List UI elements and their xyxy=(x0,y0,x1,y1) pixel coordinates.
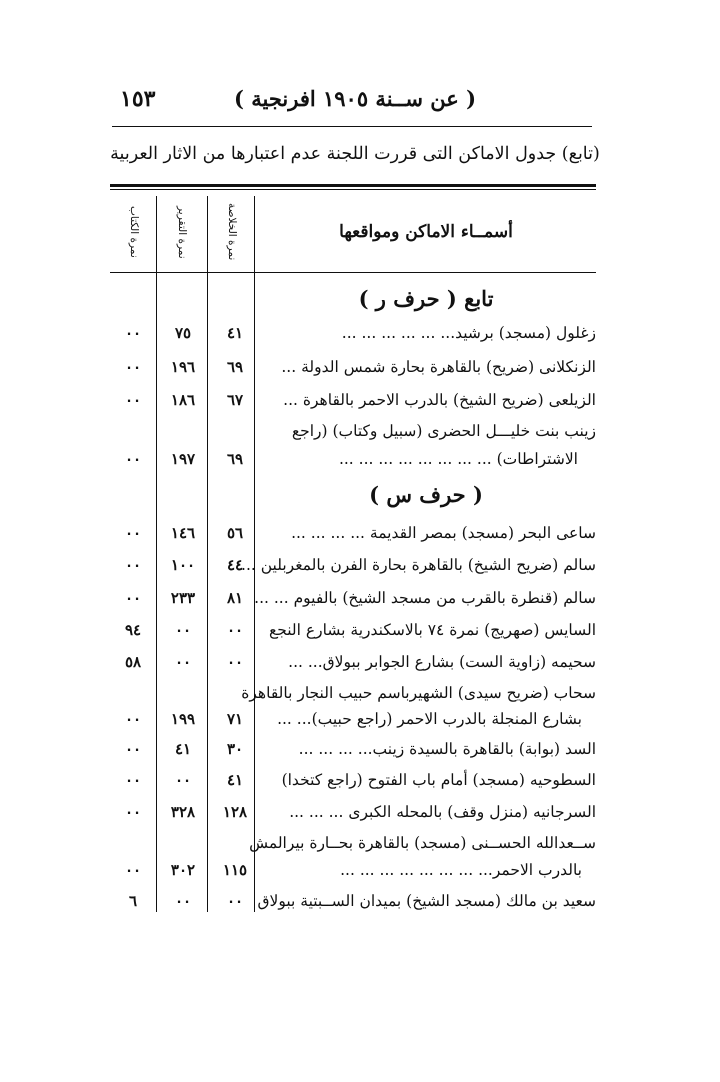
place-name: السطوحيه (مسجد) أمام باب الفتوح (راجع كتخدا) xyxy=(281,771,596,789)
value-b: ٢٣٣ xyxy=(170,589,196,607)
place-name: السايس (صهريج) نمرة ٧٤ بالاسكندرية بشارع النجع xyxy=(269,621,596,639)
value-a: ٤٤ xyxy=(226,556,244,574)
value-c: ٠٠ xyxy=(124,803,142,821)
place-name: السد (بوابة) بالقاهرة بالسيدة زينب... ... ... ... xyxy=(298,740,596,758)
value-c: ٩٤ xyxy=(124,621,142,639)
value-c: ٠٠ xyxy=(124,391,142,409)
value-c: ٠٠ xyxy=(124,861,142,879)
value-b: ١٩٦ xyxy=(170,358,196,376)
value-c: ٠٠ xyxy=(124,524,142,542)
value-c: ٠٠ xyxy=(124,710,142,728)
place-name: زينب بنت خليـــل الحضرى (سبيل وكتاب) (راجع xyxy=(291,422,596,440)
value-b: ١٩٩ xyxy=(170,710,196,728)
value-b: ١٤٦ xyxy=(170,524,196,542)
place-name: سالم (قنطرة بالقرب من مسجد الشيخ) بالفيوم ... ... xyxy=(254,589,596,607)
value-c: ٠٠ xyxy=(124,450,142,468)
value-a: ٤١ xyxy=(226,771,244,789)
value-a: ٣٠ xyxy=(226,740,244,758)
table-title: (تابع) جدول الاماكن التى قررت اللجنة عدم اعتبارها من الاثار العربية xyxy=(110,144,600,164)
value-b: ١٠٠ xyxy=(170,556,196,574)
section-title: تابع ( حرف ر ) xyxy=(358,286,494,311)
value-b: ٠٠ xyxy=(174,653,192,671)
page-number: ١٥٣ xyxy=(120,86,156,112)
value-a: ١١٥ xyxy=(222,861,248,879)
value-b: ٧٥ xyxy=(174,324,192,342)
header-rule xyxy=(112,126,592,127)
value-a: ٠٠ xyxy=(226,621,244,639)
value-a: ٦٩ xyxy=(226,450,244,468)
value-b: ١٩٧ xyxy=(170,450,196,468)
place-name: سحاب (ضريح سيدى) الشهيرباسم حبيب النجار بالقاهرة xyxy=(241,684,596,702)
value-c: ٠٠ xyxy=(124,556,142,574)
value-b: ٣٢٨ xyxy=(170,803,196,821)
place-name: ســعدالله الحســنى (مسجد) بالقاهرة بحــارة بيرالمش xyxy=(249,834,596,852)
value-a: ٧١ xyxy=(226,710,244,728)
place-name: السرجانيه (منزل وقف) بالمحله الكبرى ... ... ... xyxy=(289,803,596,821)
value-a: ٠٠ xyxy=(226,892,244,910)
place-name: زغلول (مسجد) برشيد... ... ... ... ... ... xyxy=(341,324,596,342)
value-b: ٠٠ xyxy=(174,621,192,639)
value-c: ٠٠ xyxy=(124,358,142,376)
value-a: ٤١ xyxy=(226,324,244,342)
value-a: ١٢٨ xyxy=(222,803,248,821)
column-header-c: نمرة الكتاب xyxy=(127,206,140,258)
place-name: سحيمه (زاوية الست) بشارع الجوابر ببولاق... ... xyxy=(288,653,596,671)
place-name-continued: بشارع المنجلة بالدرب الاحمر (راجع حبيب)... ... xyxy=(277,710,582,728)
value-c: ٠٠ xyxy=(124,771,142,789)
value-a: ٦٩ xyxy=(226,358,244,376)
value-c: ٠٠ xyxy=(124,589,142,607)
column-header-b: نمرة التقرير xyxy=(175,205,188,259)
value-b: ٣٠٢ xyxy=(170,861,196,879)
value-b: ٤١ xyxy=(174,740,192,758)
value-c: ٥٨ xyxy=(124,653,142,671)
section-title: ( حرف س ) xyxy=(369,482,483,507)
place-name-continued: بالدرب الاحمر... ... ... ... ... ... ... ... xyxy=(340,861,582,879)
running-header xyxy=(110,84,600,120)
place-name: الزيلعى (ضريح الشيخ) بالدرب الاحمر بالقاهرة ... xyxy=(283,391,596,409)
title-rule-thin xyxy=(110,189,596,190)
title-rule-thick xyxy=(110,184,596,187)
column-header-rule xyxy=(110,272,596,273)
place-name: سعيد بن مالك (مسجد الشيخ) بميدان الســبتية ببولاق xyxy=(257,892,596,910)
value-c: ٠٠ xyxy=(124,740,142,758)
running-title: ( عن ســنة ١٩٠٥ افرنجية ) xyxy=(233,86,477,111)
place-name: ساعى البحر (مسجد) بمصر القديمة ... ... ... ... xyxy=(291,524,596,542)
value-a: ٨١ xyxy=(226,589,244,607)
value-b: ٠٠ xyxy=(174,771,192,789)
place-name-continued: الاشتراطات) ... ... ... ... ... ... ... ... xyxy=(338,450,578,468)
value-a: ٦٧ xyxy=(226,391,244,409)
value-c: ٠٠ xyxy=(124,324,142,342)
column-header-a: نمرة الخلاصة xyxy=(225,203,238,261)
column-divider xyxy=(156,196,157,912)
place-name: سالم (ضريح الشيخ) بالقاهرة بحارة الفرن بالمغربلين ... xyxy=(241,556,596,574)
column-header-names: أسمــاء الاماكن ومواقعها xyxy=(339,222,513,242)
value-c: ٦ xyxy=(128,892,138,910)
value-a: ٠٠ xyxy=(226,653,244,671)
place-name: الزنكلانى (ضريح) بالقاهرة بحارة شمس الدولة ... xyxy=(281,358,596,376)
value-b: ١٨٦ xyxy=(170,391,196,409)
value-a: ٥٦ xyxy=(226,524,244,542)
value-b: ٠٠ xyxy=(174,892,192,910)
